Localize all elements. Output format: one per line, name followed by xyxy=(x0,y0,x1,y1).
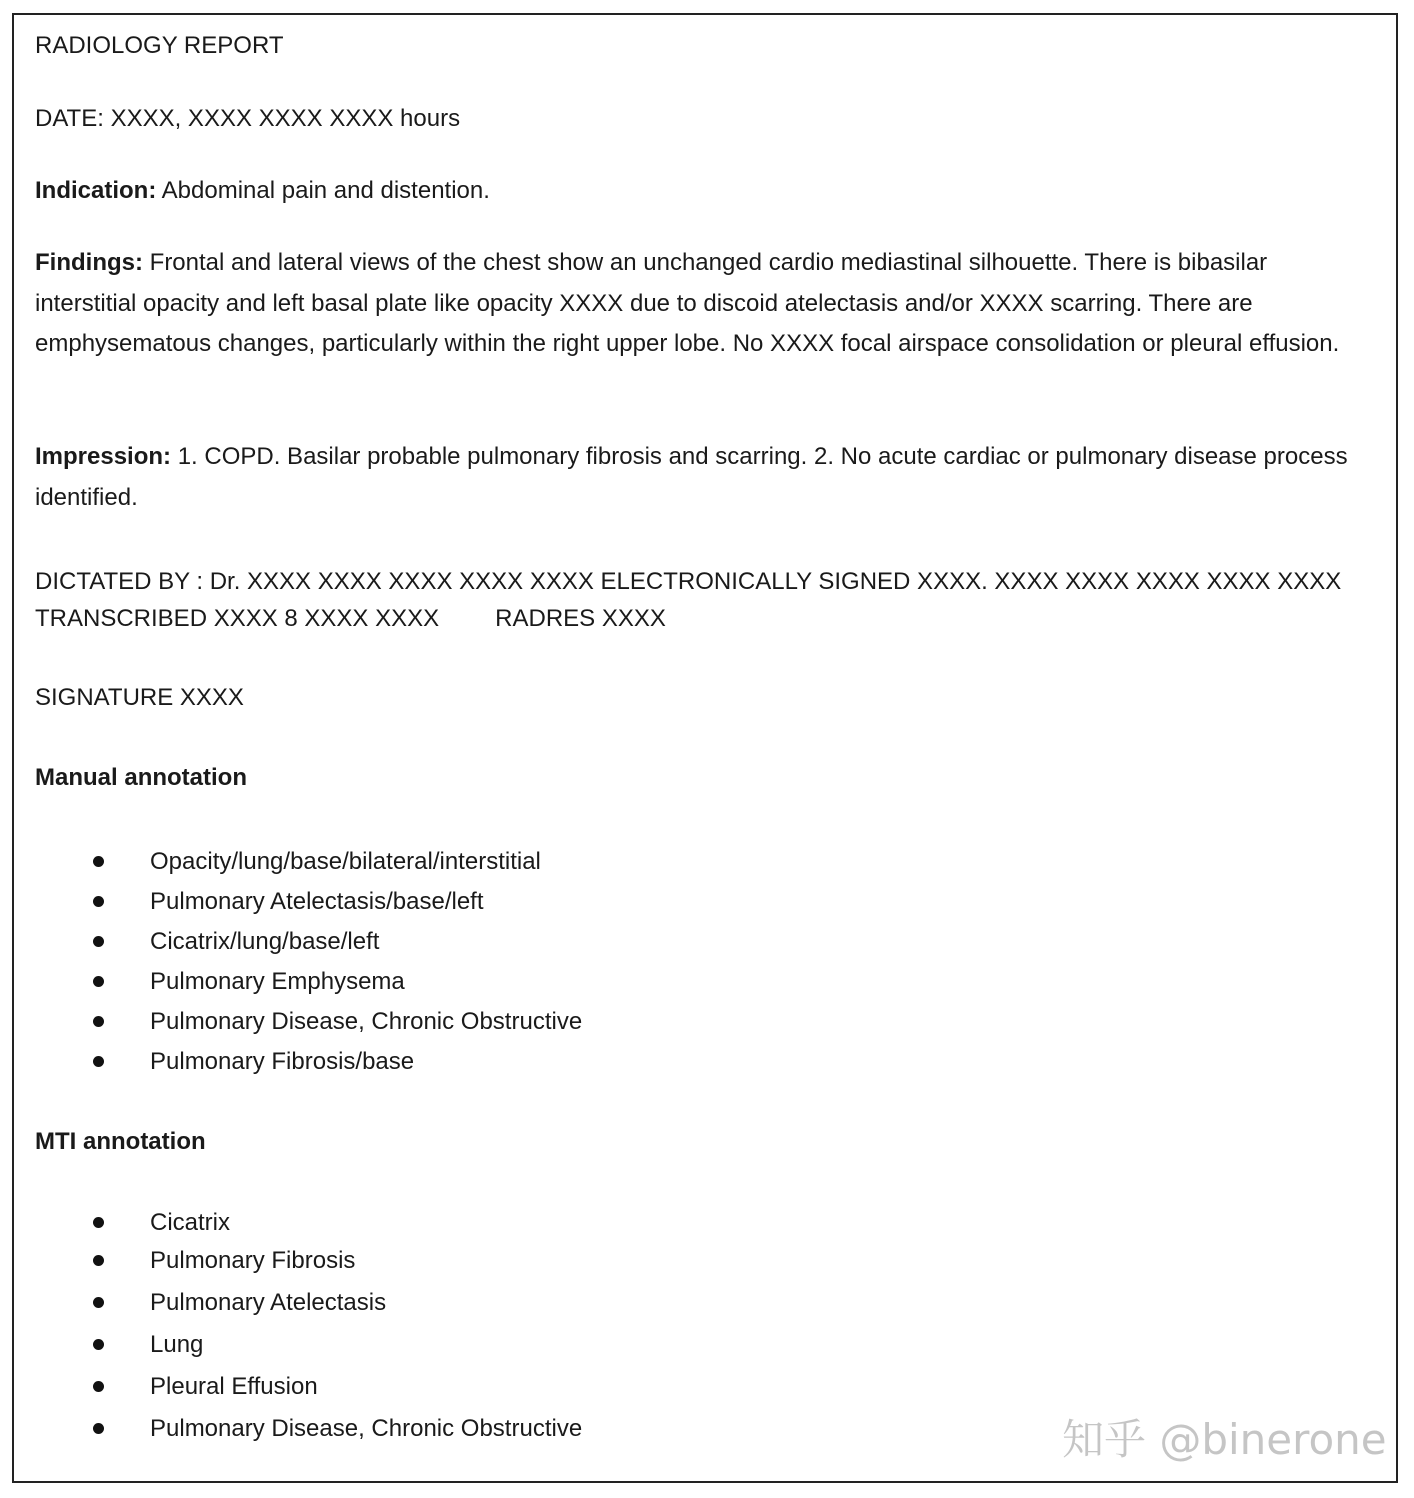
indication-section xyxy=(35,171,490,211)
impression-label: Impression: xyxy=(35,443,172,470)
bullet-icon xyxy=(93,1381,104,1392)
indication-text: Abdominal pain and distention. xyxy=(156,177,490,204)
bullet-icon xyxy=(93,1297,104,1308)
findings-label: Findings: xyxy=(35,249,143,276)
report-date: DATE: XXXX, XXXX XXXX XXXX hours xyxy=(35,105,461,132)
transcribed-line xyxy=(35,599,666,639)
findings-section xyxy=(35,243,1375,365)
signature-line: SIGNATURE XXXX xyxy=(35,684,244,711)
indication-label: Indication: xyxy=(35,177,157,204)
impression-section xyxy=(35,437,1375,518)
bullet-icon xyxy=(93,1217,104,1228)
bullet-icon xyxy=(93,1016,104,1027)
bullet-icon xyxy=(93,1056,104,1067)
bullet-icon xyxy=(93,856,104,867)
report-title: RADIOLOGY REPORT xyxy=(35,32,284,59)
mti-annotation-heading: MTI annotation xyxy=(35,1128,206,1155)
transcribed-text: TRANSCRIBED XXXX 8 XXXX XXXX xyxy=(35,605,440,632)
bullet-icon xyxy=(93,976,104,987)
bullet-icon xyxy=(93,1255,104,1266)
findings-text: Frontal and lateral views of the chest show an unchanged cardio mediastinal silhouette. There is bibasilar interstitial opacity and left basal plate like opacity XXXX due to discoid atelectasis and/or XXXX scarring. There are emphysematous changes, particularly within the right upper lobe. No XXXX focal airspace consolidation or pleural effusion. xyxy=(35,249,1340,357)
bullet-icon xyxy=(93,896,104,907)
manual-annotation-heading: Manual annotation xyxy=(35,764,247,791)
watermark: 知乎 @binerone xyxy=(1062,1415,1387,1464)
radres-text: RADRES XXXX xyxy=(495,605,666,632)
dictated-line: DICTATED BY : Dr. XXXX XXXX XXXX XXXX XXXX ELECTRONICALLY SIGNED XXXX. XXXX XXXX XXXX XXXX XXXX xyxy=(35,568,1342,595)
bullet-icon xyxy=(93,1339,104,1350)
bullet-icon xyxy=(93,936,104,947)
impression-text: 1. COPD. Basilar probable pulmonary fibrosis and scarring. 2. No acute cardiac or pulmonary disease process identified. xyxy=(35,443,1348,511)
bullet-icon xyxy=(93,1423,104,1434)
